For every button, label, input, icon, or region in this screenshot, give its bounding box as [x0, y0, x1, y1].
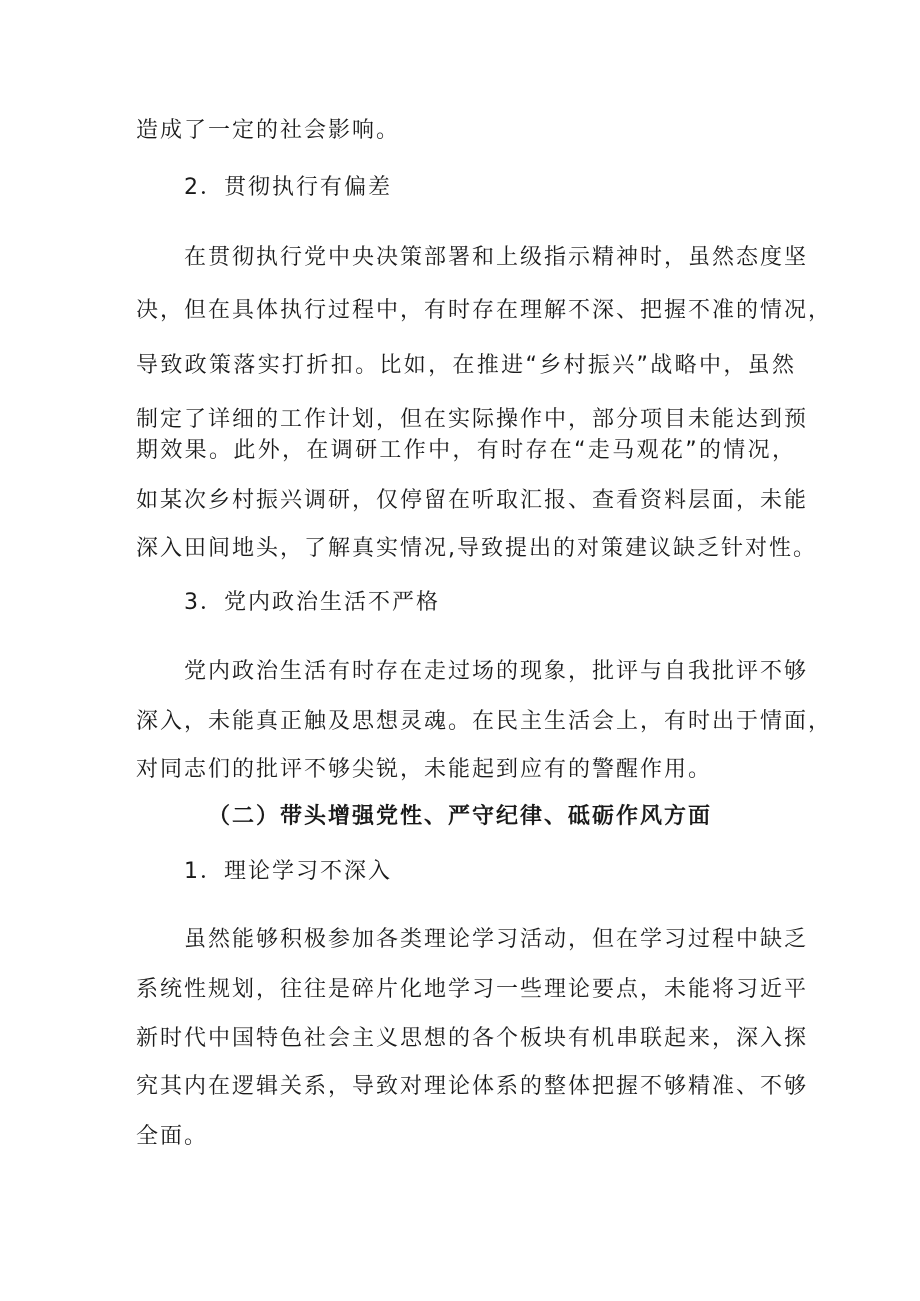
paragraph-line: 期效果。此外，在调研工作中，有时存在“走马观花”的情况， [136, 438, 796, 463]
subheading-2: 2．贯彻执行有偏差 [184, 175, 392, 200]
paragraph-line: 决，但在具体执行过程中，有时存在理解不深、把握不准的情况， [136, 298, 833, 323]
paragraph-line: 虽然能够积极参加各类理论学习活动，但在学习过程中缺乏 [184, 927, 809, 952]
paragraph-line: 造成了一定的社会影响。 [136, 118, 401, 143]
paragraph-line: 究其内在逻辑关系，导致对理论体系的整体把握不够精准、不够 [136, 1074, 809, 1099]
paragraph-line: 深入，未能真正触及思想灵魂。在民主生活会上，有时出于情面， [136, 709, 833, 734]
paragraph-line: 全面。 [136, 1124, 209, 1149]
subheading-1: 1．理论学习不深入 [184, 859, 392, 884]
paragraph-line: 制定了详细的工作计划，但在实际操作中，部分项目未能达到预 [136, 407, 809, 432]
paragraph-line: 系统性规划，往往是碎片化地学习一些理论要点，未能将习近平 [136, 977, 809, 1002]
paragraph-line: 导致政策落实打折扣。比如，在推进“乡村振兴”战略中，虽然 [136, 353, 797, 378]
paragraph-line: 深入田间地头，了解真实情况,导致提出的对策建议缺乏针对性。 [136, 536, 817, 561]
paragraph-line: 如某次乡村振兴调研，仅停留在听取汇报、查看资料层面，未能 [136, 488, 809, 513]
paragraph-line: 对同志们的批评不够尖锐，未能起到应有的警醒作用。 [136, 757, 713, 782]
paragraph-line: 新时代中国特色社会主义思想的各个板块有机串联起来，深入探 [136, 1026, 809, 1051]
subheading-3: 3．党内政治生活不严格 [184, 590, 440, 615]
paragraph-line: 在贯彻执行党中央决策部署和上级指示精神时，虽然态度坚 [184, 245, 809, 270]
paragraph-line: 党内政治生活有时存在走过场的现象，批评与自我批评不够 [184, 659, 809, 684]
section-heading: （二）带头增强党性、严守纪律、砥砺作风方面 [207, 804, 712, 829]
